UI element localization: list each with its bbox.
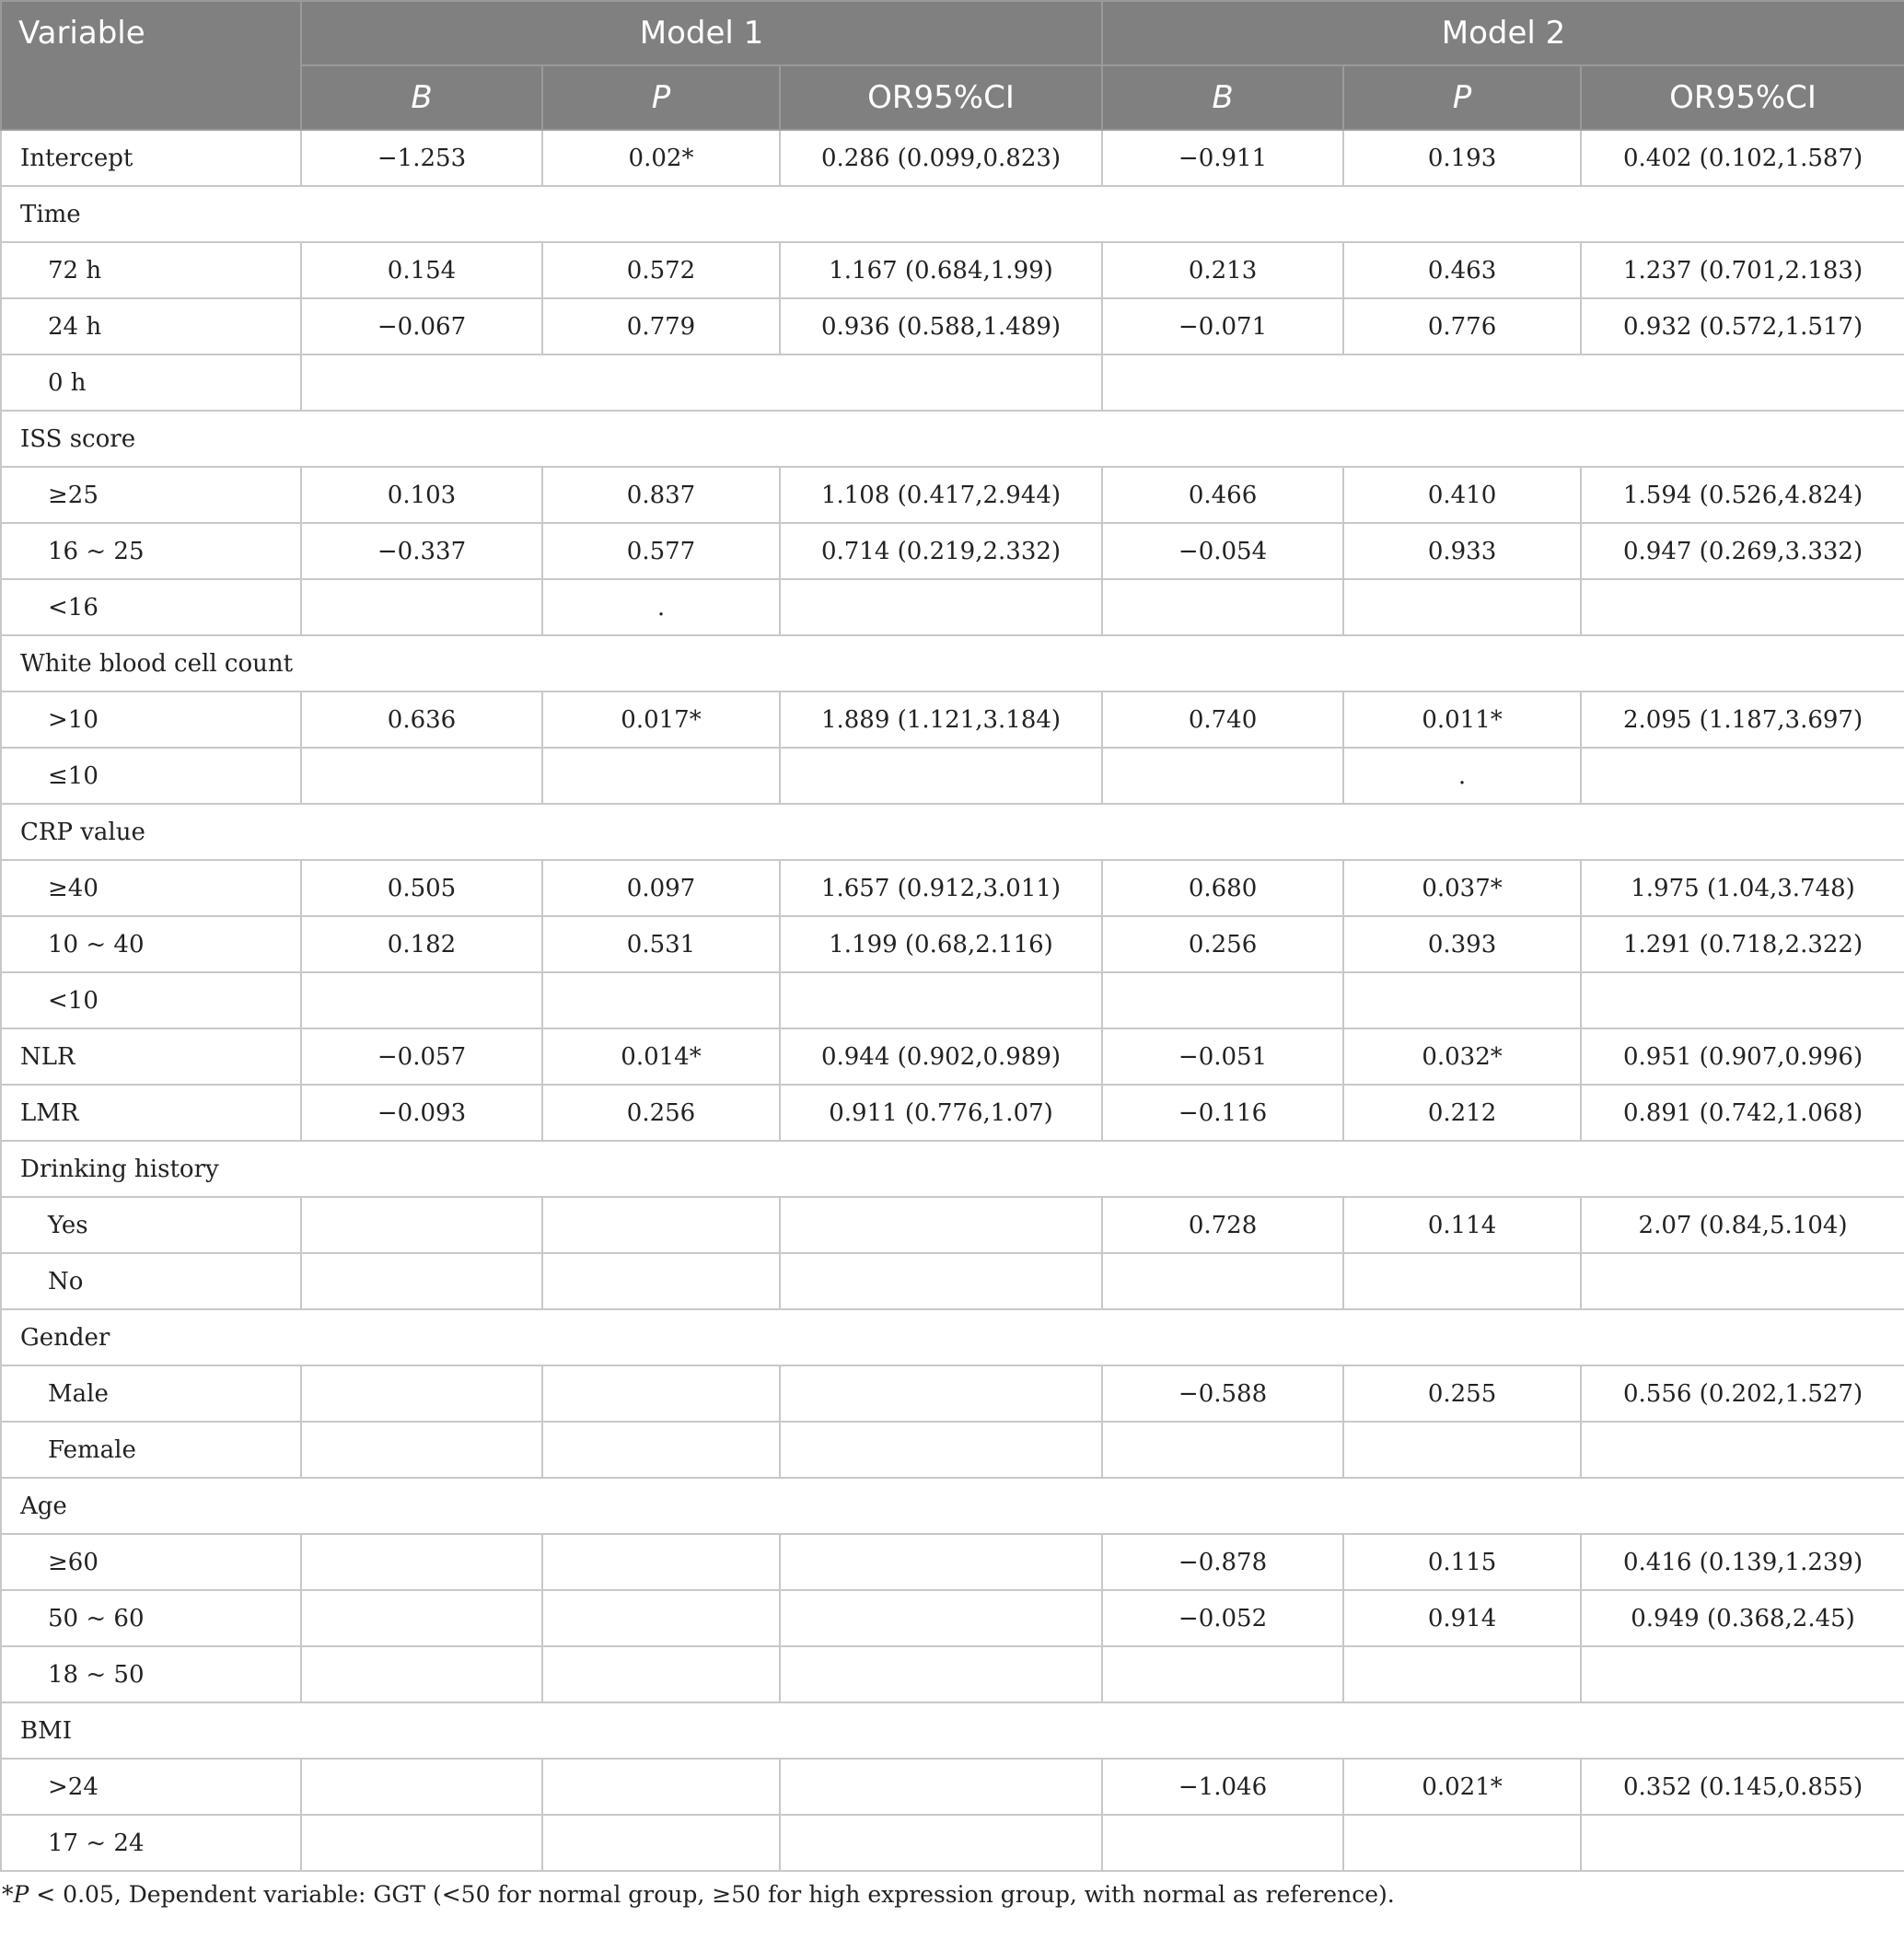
cell-m1-p: 0.014* bbox=[542, 1028, 780, 1085]
row-label: 10 ~ 40 bbox=[1, 916, 301, 972]
cell-m1-p bbox=[542, 1759, 780, 1815]
table-row bbox=[1, 298, 1904, 354]
cell-m2-or: 2.095 (1.187,3.697) bbox=[1581, 691, 1904, 748]
cell-m2-p: . bbox=[1343, 748, 1581, 804]
row-label: Time bbox=[1, 186, 1904, 242]
cell-m1-p: 0.02* bbox=[542, 130, 780, 186]
table-row bbox=[1, 1815, 1904, 1871]
cell-m2-or: 0.556 (0.202,1.527) bbox=[1581, 1365, 1904, 1422]
cell-m2-or bbox=[1581, 1646, 1904, 1702]
cell-m1-or bbox=[780, 1759, 1102, 1815]
cell-m2-b: −0.071 bbox=[1102, 298, 1343, 354]
row-label: 17 ~ 24 bbox=[1, 1815, 301, 1871]
cell-m1-b bbox=[301, 1197, 542, 1253]
cell-m2-p: 0.115 bbox=[1343, 1534, 1581, 1590]
cell-m2-or: 0.951 (0.907,0.996) bbox=[1581, 1028, 1904, 1085]
cell-m2-b: −0.051 bbox=[1102, 1028, 1343, 1085]
cell-m2-p: 0.193 bbox=[1343, 130, 1581, 186]
footnote-text: < 0.05, Dependent variable: GGT (<50 for normal group, ≥50 for high expression group, with normal as reference). bbox=[29, 1881, 1395, 1908]
table-row bbox=[1, 691, 1904, 748]
cell-m1-b bbox=[301, 1815, 542, 1871]
cell-m1-or bbox=[780, 748, 1102, 804]
row-label: Female bbox=[1, 1422, 301, 1478]
row-label: ≥25 bbox=[1, 467, 301, 523]
footnote-p-symbol: P bbox=[13, 1881, 29, 1908]
row-label: ≤10 bbox=[1, 748, 301, 804]
row-label: NLR bbox=[1, 1028, 301, 1085]
cell-m1-b: 0.103 bbox=[301, 467, 542, 523]
cell-m1-b bbox=[301, 1422, 542, 1478]
cell-m2-b bbox=[1102, 1815, 1343, 1871]
cell-m2-b: −0.052 bbox=[1102, 1590, 1343, 1646]
cell-m2-b: 0.728 bbox=[1102, 1197, 1343, 1253]
cell-m2-or: 0.402 (0.102,1.587) bbox=[1581, 130, 1904, 186]
reference-cell-model-1 bbox=[301, 354, 1102, 411]
cell-m2-or bbox=[1581, 579, 1904, 635]
cell-m1-or: 1.657 (0.912,3.011) bbox=[780, 860, 1102, 916]
cell-m1-or: 1.199 (0.68,2.116) bbox=[780, 916, 1102, 972]
cell-m2-p: 0.410 bbox=[1343, 467, 1581, 523]
header-m1-or: OR95%CI bbox=[780, 65, 1102, 130]
row-label: Intercept bbox=[1, 130, 301, 186]
cell-m1-or bbox=[780, 1253, 1102, 1309]
cell-m1-or bbox=[780, 1815, 1102, 1871]
cell-m2-p bbox=[1343, 1253, 1581, 1309]
cell-m2-p bbox=[1343, 972, 1581, 1028]
cell-m2-or: 0.891 (0.742,1.068) bbox=[1581, 1085, 1904, 1141]
cell-m2-or: 0.352 (0.145,0.855) bbox=[1581, 1759, 1904, 1815]
cell-m1-or: 0.911 (0.776,1.07) bbox=[780, 1085, 1102, 1141]
header-model-2: Model 2 bbox=[1102, 1, 1904, 65]
cell-m2-p: 0.021* bbox=[1343, 1759, 1581, 1815]
cell-m1-b bbox=[301, 1590, 542, 1646]
cell-m2-or: 1.291 (0.718,2.322) bbox=[1581, 916, 1904, 972]
cell-m1-or bbox=[780, 1590, 1102, 1646]
cell-m2-p: 0.914 bbox=[1343, 1590, 1581, 1646]
cell-m2-or: 2.07 (0.84,5.104) bbox=[1581, 1197, 1904, 1253]
cell-m2-p: 0.114 bbox=[1343, 1197, 1581, 1253]
header-m2-p: P bbox=[1343, 65, 1581, 130]
table-row bbox=[1, 916, 1904, 972]
table-group-row bbox=[1, 411, 1904, 467]
table-row bbox=[1, 1028, 1904, 1085]
table-row bbox=[1, 1759, 1904, 1815]
cell-m2-b bbox=[1102, 1422, 1343, 1478]
cell-m2-b: 0.740 bbox=[1102, 691, 1343, 748]
cell-m2-or: 1.237 (0.701,2.183) bbox=[1581, 242, 1904, 298]
cell-m2-b bbox=[1102, 972, 1343, 1028]
cell-m2-or bbox=[1581, 1253, 1904, 1309]
cell-m1-b: −0.057 bbox=[301, 1028, 542, 1085]
header-m1-b: B bbox=[301, 65, 542, 130]
cell-m1-or bbox=[780, 1422, 1102, 1478]
cell-m1-or bbox=[780, 1197, 1102, 1253]
row-label: Yes bbox=[1, 1197, 301, 1253]
cell-m1-p bbox=[542, 1815, 780, 1871]
cell-m2-or bbox=[1581, 1422, 1904, 1478]
cell-m2-b: 0.213 bbox=[1102, 242, 1343, 298]
cell-m1-or bbox=[780, 972, 1102, 1028]
cell-m1-p: 0.531 bbox=[542, 916, 780, 972]
table-row bbox=[1, 242, 1904, 298]
row-label: <16 bbox=[1, 579, 301, 635]
table-group-row bbox=[1, 1141, 1904, 1197]
row-label: 24 h bbox=[1, 298, 301, 354]
row-label: 18 ~ 50 bbox=[1, 1646, 301, 1702]
cell-m2-p: 0.011* bbox=[1343, 691, 1581, 748]
table-footnote bbox=[0, 1872, 1904, 1908]
cell-m2-or: 1.594 (0.526,4.824) bbox=[1581, 467, 1904, 523]
row-label: ISS score bbox=[1, 411, 1904, 467]
cell-m1-b: −0.093 bbox=[301, 1085, 542, 1141]
table-row bbox=[1, 860, 1904, 916]
table-group-row bbox=[1, 804, 1904, 860]
cell-m1-b: −0.337 bbox=[301, 523, 542, 579]
cell-m1-p bbox=[542, 1646, 780, 1702]
cell-m1-p bbox=[542, 1534, 780, 1590]
row-label: CRP value bbox=[1, 804, 1904, 860]
reference-cell-model-2 bbox=[1102, 354, 1904, 411]
cell-m2-p: 0.933 bbox=[1343, 523, 1581, 579]
row-label: 0 h bbox=[1, 354, 301, 411]
row-label: LMR bbox=[1, 1085, 301, 1141]
row-label: 50 ~ 60 bbox=[1, 1590, 301, 1646]
table-group-row bbox=[1, 635, 1904, 691]
table-row bbox=[1, 579, 1904, 635]
cell-m1-p bbox=[542, 1197, 780, 1253]
cell-m1-p bbox=[542, 748, 780, 804]
row-label: Age bbox=[1, 1478, 1904, 1534]
cell-m2-p bbox=[1343, 1422, 1581, 1478]
header-row-models bbox=[1, 1, 1904, 65]
table-group-row bbox=[1, 1309, 1904, 1365]
cell-m1-p: 0.256 bbox=[542, 1085, 780, 1141]
table-row bbox=[1, 1253, 1904, 1309]
table-row bbox=[1, 1422, 1904, 1478]
cell-m1-b: 0.505 bbox=[301, 860, 542, 916]
table-row bbox=[1, 130, 1904, 186]
cell-m2-b bbox=[1102, 579, 1343, 635]
cell-m1-or: 0.936 (0.588,1.489) bbox=[780, 298, 1102, 354]
cell-m1-or bbox=[780, 1646, 1102, 1702]
cell-m2-b: −0.911 bbox=[1102, 130, 1343, 186]
cell-m2-b: 0.466 bbox=[1102, 467, 1343, 523]
cell-m1-or: 0.944 (0.902,0.989) bbox=[780, 1028, 1102, 1085]
row-label: <10 bbox=[1, 972, 301, 1028]
cell-m1-or: 0.286 (0.099,0.823) bbox=[780, 130, 1102, 186]
cell-m1-b: 0.154 bbox=[301, 242, 542, 298]
cell-m2-b bbox=[1102, 1646, 1343, 1702]
cell-m2-b: −1.046 bbox=[1102, 1759, 1343, 1815]
cell-m1-or: 1.167 (0.684,1.99) bbox=[780, 242, 1102, 298]
cell-m1-or: 1.108 (0.417,2.944) bbox=[780, 467, 1102, 523]
row-label: >24 bbox=[1, 1759, 301, 1815]
cell-m2-b: −0.054 bbox=[1102, 523, 1343, 579]
cell-m2-p: 0.037* bbox=[1343, 860, 1581, 916]
table-row bbox=[1, 1534, 1904, 1590]
cell-m1-b: −1.253 bbox=[301, 130, 542, 186]
table-row bbox=[1, 1197, 1904, 1253]
row-label: Male bbox=[1, 1365, 301, 1422]
table-row bbox=[1, 354, 1904, 411]
table-row bbox=[1, 467, 1904, 523]
cell-m2-b: −0.116 bbox=[1102, 1085, 1343, 1141]
cell-m1-b bbox=[301, 1759, 542, 1815]
table-body bbox=[1, 130, 1904, 1871]
cell-m1-b bbox=[301, 1253, 542, 1309]
row-label: Gender bbox=[1, 1309, 1904, 1365]
cell-m1-or bbox=[780, 579, 1102, 635]
cell-m1-b bbox=[301, 1534, 542, 1590]
cell-m1-b: 0.182 bbox=[301, 916, 542, 972]
row-label: 16 ~ 25 bbox=[1, 523, 301, 579]
cell-m2-p bbox=[1343, 1815, 1581, 1871]
row-label: White blood cell count bbox=[1, 635, 1904, 691]
cell-m1-p: . bbox=[542, 579, 780, 635]
cell-m2-p: 0.463 bbox=[1343, 242, 1581, 298]
row-label: 72 h bbox=[1, 242, 301, 298]
cell-m1-p: 0.779 bbox=[542, 298, 780, 354]
cell-m1-p bbox=[542, 1422, 780, 1478]
cell-m2-b bbox=[1102, 1253, 1343, 1309]
table-group-row bbox=[1, 1478, 1904, 1534]
table-row bbox=[1, 1085, 1904, 1141]
cell-m2-or bbox=[1581, 1815, 1904, 1871]
cell-m2-or: 1.975 (1.04,3.748) bbox=[1581, 860, 1904, 916]
cell-m2-or bbox=[1581, 972, 1904, 1028]
cell-m2-b: −0.588 bbox=[1102, 1365, 1343, 1422]
table-group-row bbox=[1, 1702, 1904, 1759]
cell-m1-p bbox=[542, 1590, 780, 1646]
cell-m2-or: 0.947 (0.269,3.332) bbox=[1581, 523, 1904, 579]
table-header bbox=[1, 1, 1904, 130]
cell-m2-p: 0.032* bbox=[1343, 1028, 1581, 1085]
cell-m1-p: 0.837 bbox=[542, 467, 780, 523]
cell-m1-b: 0.636 bbox=[301, 691, 542, 748]
footnote-mark: * bbox=[2, 1881, 14, 1908]
cell-m1-p bbox=[542, 1253, 780, 1309]
header-m1-p: P bbox=[542, 65, 780, 130]
cell-m1-or: 0.714 (0.219,2.332) bbox=[780, 523, 1102, 579]
table-row bbox=[1, 523, 1904, 579]
cell-m1-b: −0.067 bbox=[301, 298, 542, 354]
table-row bbox=[1, 1365, 1904, 1422]
cell-m1-p: 0.017* bbox=[542, 691, 780, 748]
cell-m1-b bbox=[301, 579, 542, 635]
row-label: ≥60 bbox=[1, 1534, 301, 1590]
table-row bbox=[1, 1646, 1904, 1702]
cell-m2-p bbox=[1343, 579, 1581, 635]
cell-m1-p: 0.572 bbox=[542, 242, 780, 298]
cell-m2-p: 0.776 bbox=[1343, 298, 1581, 354]
cell-m2-b bbox=[1102, 748, 1343, 804]
table-group-row bbox=[1, 186, 1904, 242]
cell-m2-or: 0.416 (0.139,1.239) bbox=[1581, 1534, 1904, 1590]
header-m2-b: B bbox=[1102, 65, 1343, 130]
cell-m1-b bbox=[301, 972, 542, 1028]
cell-m2-or bbox=[1581, 748, 1904, 804]
cell-m1-p bbox=[542, 1365, 780, 1422]
cell-m2-p: 0.393 bbox=[1343, 916, 1581, 972]
table-row bbox=[1, 1590, 1904, 1646]
cell-m2-or: 0.949 (0.368,2.45) bbox=[1581, 1590, 1904, 1646]
cell-m1-or bbox=[780, 1534, 1102, 1590]
row-label: >10 bbox=[1, 691, 301, 748]
cell-m1-b bbox=[301, 748, 542, 804]
cell-m1-b bbox=[301, 1646, 542, 1702]
cell-m1-p: 0.577 bbox=[542, 523, 780, 579]
header-model-1: Model 1 bbox=[301, 1, 1102, 65]
cell-m1-b bbox=[301, 1365, 542, 1422]
header-m2-or: OR95%CI bbox=[1581, 65, 1904, 130]
cell-m2-or: 0.932 (0.572,1.517) bbox=[1581, 298, 1904, 354]
table-row bbox=[1, 748, 1904, 804]
row-label: ≥40 bbox=[1, 860, 301, 916]
cell-m2-b: −0.878 bbox=[1102, 1534, 1343, 1590]
cell-m1-p: 0.097 bbox=[542, 860, 780, 916]
cell-m2-p: 0.212 bbox=[1343, 1085, 1581, 1141]
cell-m2-p bbox=[1343, 1646, 1581, 1702]
row-label: Drinking history bbox=[1, 1141, 1904, 1197]
row-label: BMI bbox=[1, 1702, 1904, 1759]
table-row bbox=[1, 972, 1904, 1028]
cell-m2-p: 0.255 bbox=[1343, 1365, 1581, 1422]
cell-m1-or bbox=[780, 1365, 1102, 1422]
cell-m2-b: 0.256 bbox=[1102, 916, 1343, 972]
cell-m2-b: 0.680 bbox=[1102, 860, 1343, 916]
cell-m1-or: 1.889 (1.121,3.184) bbox=[780, 691, 1102, 748]
cell-m1-p bbox=[542, 972, 780, 1028]
row-label: No bbox=[1, 1253, 301, 1309]
header-variable: Variable bbox=[1, 1, 301, 130]
